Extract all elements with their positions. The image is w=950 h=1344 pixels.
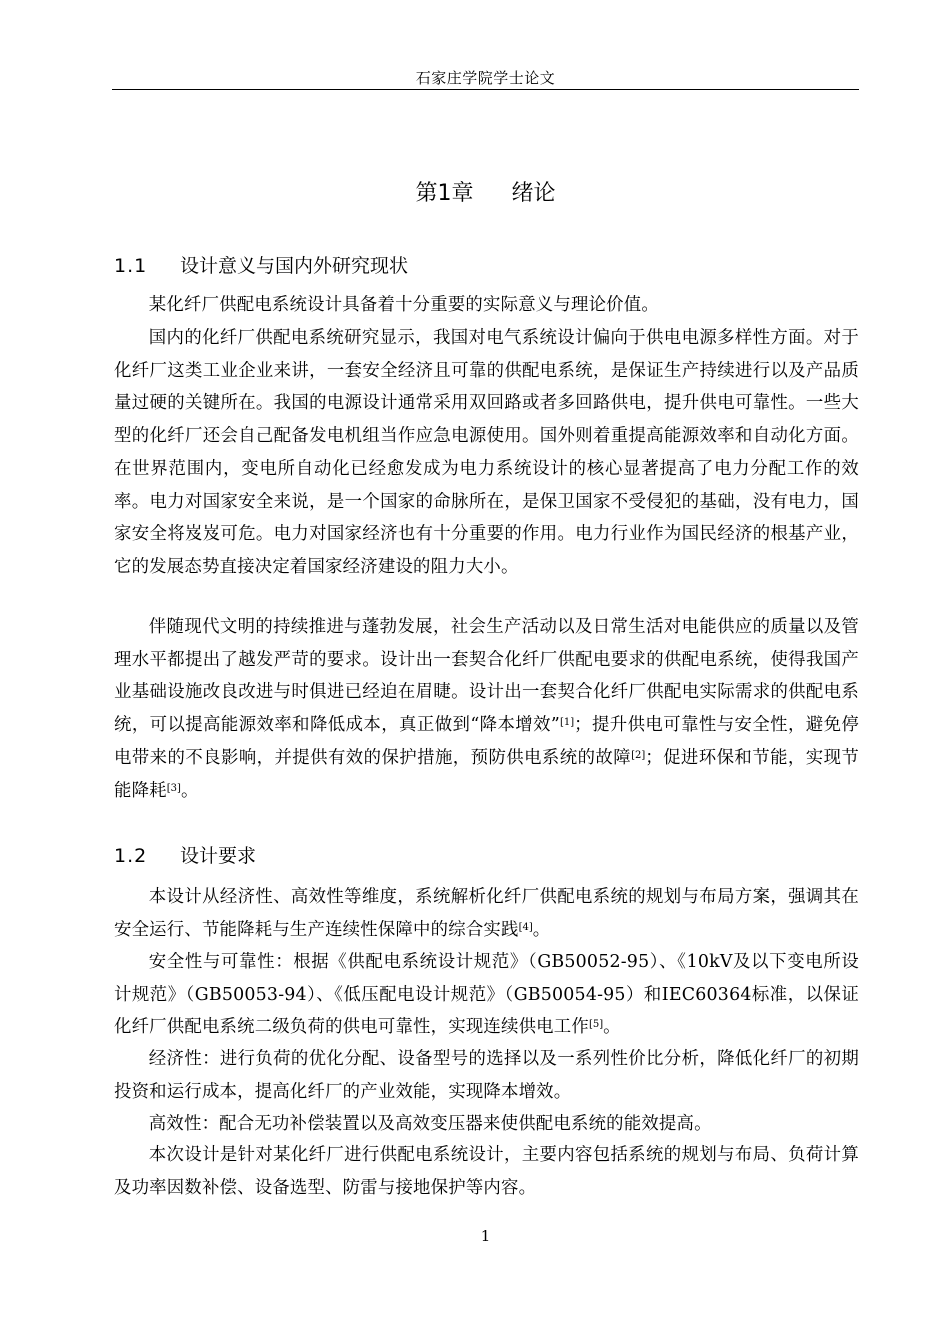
section-number: 1.1 — [114, 255, 148, 277]
paragraph: 本次设计是针对某化纤厂进行供配电系统设计，主要内容包括系统的规划与布局、负荷计算及功率因数补偿、设备选型、防雷与接地保护等内容。 — [114, 1145, 859, 1198]
page-number: 1 — [480, 1227, 491, 1245]
section-heading-1-2 — [114, 842, 256, 870]
paragraph — [114, 881, 859, 946]
paragraph — [114, 611, 859, 807]
citation: [2] — [631, 749, 646, 761]
paragraph-text: 安全性与可靠性：根据《供配电系统设计规范》（GB50052-95）、《10kV及以下变电所设计规范》（GB50053-94）、《低压配电设计规范》（GB50054-95）和IEC60364标准，以保证化纤厂供配电系统二级负荷的供电可靠性，实现连续供电工作 — [114, 952, 859, 1038]
citation: [5] — [588, 1019, 604, 1031]
header-rule — [112, 89, 859, 90]
paragraph: 某化纤厂供配电系统设计具备着十分重要的实际意义与理论价值。 — [148, 295, 659, 315]
running-header: 石家庄学院学士论文 — [415, 69, 556, 87]
citation: [4] — [518, 921, 533, 933]
paragraph-text: ；促进环保和节能，实现节能降耗 — [114, 747, 859, 801]
section-number: 1.2 — [114, 845, 148, 867]
paragraph-text: 本设计从经济性、高效性等维度，系统解析化纤厂供配电系统的规划与布局方案，强调其在安全运行、节能降耗与生产连续性保障中的综合实践 — [114, 887, 859, 940]
citation: [3] — [166, 782, 181, 794]
paragraph-text: 。 — [603, 1017, 621, 1038]
chapter-title — [112, 178, 859, 210]
paragraph: 高效性：配合无功补偿装置以及高效变压器来使供配电系统的能效提高。 — [148, 1114, 712, 1134]
paragraph-text: 。 — [532, 919, 551, 940]
chapter-number: 第1章 — [415, 181, 474, 206]
paragraph-text: ；提升供电可靠性与安全性，避免停电带来的不良影响，并提供有效的保护措施，预防供电系统的故障 — [114, 715, 860, 768]
citation: [1] — [560, 717, 575, 729]
paragraph: 经济性：进行负荷的优化分配、设备型号的选择以及一系列性价比分析，降低化纤厂的初期投资和运行成本，提高化纤厂的产业效能，实现降本增效。 — [114, 1049, 859, 1102]
section-title: 设计意义与国内外研究现状 — [180, 255, 409, 277]
chapter-name: 绪论 — [511, 181, 556, 206]
paragraph-text: 。 — [180, 780, 199, 801]
paragraph: 国内的化纤厂供配电系统研究显示，我国对电气系统设计偏向于供电电源多样性方面。对于化纤厂这类工业企业来讲，一套安全经济且可靠的供配电系统，是保证生产持续进行以及产品质量过硬的关键所在。我国的电源设计通常采用双回路或者多回路供电，提升供电可靠性。一些大型的化纤厂还会自己配备发电机组当作应急电源使用。国外则着重提高能源效率和自动化方面。在世界范围内，变电所自动化已经愈发成为电力系统设计的核心显著提高了电力分配工作的效率。电力对国家安全来说，是一个国家的命脉所在，是保卫国家不受侵犯的基础，没有电力，国家安全将岌岌可危。电力对国家经济也有十分重要的作用。电力行业作为国民经济的根基产业，它的发展态势直接决定着国家经济建设的阻力大小。 — [114, 328, 859, 577]
section-heading-1-1 — [114, 252, 408, 280]
paragraph — [114, 946, 859, 1044]
section-title: 设计要求 — [180, 845, 257, 867]
paragraph-text: 伴随现代文明的持续推进与蓬勃发展，社会生产活动以及日常生活对电能供应的质量以及管理水平都提出了越发严苛的要求。设计出一套契合化纤厂供配电要求的供配电系统，使得我国产业基础设施改良改进与时俱进已经迫在眉睫。设计出一套契合化纤厂供配电实际需求的供配电系统，可以提高能源效率和降低成本，真正做到“降本增效” — [114, 617, 859, 736]
